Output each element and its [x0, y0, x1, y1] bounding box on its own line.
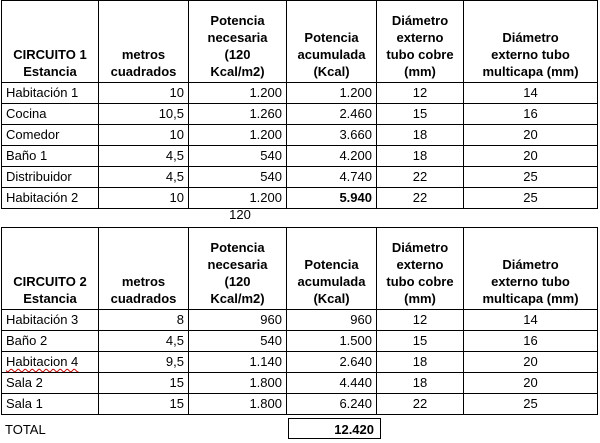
required-power-cell: 540: [189, 167, 287, 188]
multilayer-diameter-cell: 20: [464, 373, 598, 394]
accumulated-power-cell: 1.500: [287, 331, 377, 352]
circuit-1-body: [2, 83, 598, 209]
multilayer-diameter-cell: 25: [464, 394, 598, 415]
accumulated-power-cell: 4.200: [287, 146, 377, 167]
table-row: [2, 125, 598, 146]
table-row: [2, 104, 598, 125]
required-power-cell: 1.140: [189, 352, 287, 373]
circuit-1-header-row: [2, 1, 598, 83]
room-cell: [2, 352, 99, 373]
header-accumulated-power: Potencia acumulada (Kcal): [287, 228, 377, 310]
required-power-cell: 540: [189, 331, 287, 352]
circuit-2-table: [1, 227, 598, 415]
copper-diameter-cell: 18: [377, 373, 464, 394]
copper-diameter-cell: 12: [377, 310, 464, 331]
accumulated-power-cell: 6.240: [287, 394, 377, 415]
copper-diameter-cell: 18: [377, 146, 464, 167]
room-name-spellcheck: Habitacion 4: [6, 354, 79, 369]
room-cell: Baño 1: [2, 146, 99, 167]
multilayer-diameter-cell: 16: [464, 104, 598, 125]
header-required-power: Potencia necesaria (120 Kcal/m2): [189, 1, 287, 83]
header-circuit-1-room: CIRCUITO 1 Estancia: [2, 1, 99, 83]
accumulated-power-cell: 3.660: [287, 125, 377, 146]
square-meters-cell: 4,5: [99, 167, 189, 188]
header-required-power: Potencia necesaria (120 Kcal/m2): [189, 228, 287, 310]
multilayer-diameter-cell: 14: [464, 83, 598, 104]
copper-diameter-cell: 22: [377, 394, 464, 415]
copper-diameter-cell: 15: [377, 331, 464, 352]
required-power-cell: 1.200: [189, 188, 287, 209]
accumulated-power-cell: 2.640: [287, 352, 377, 373]
table-row: [2, 373, 598, 394]
accumulated-power-cell: 2.460: [287, 104, 377, 125]
room-cell: Baño 2: [2, 331, 99, 352]
circuit-2-body: [2, 310, 598, 415]
square-meters-cell: 15: [99, 394, 189, 415]
required-power-cell: 540: [189, 146, 287, 167]
required-power-cell: 1.800: [189, 394, 287, 415]
accumulated-power-cell: 4.740: [287, 167, 377, 188]
multilayer-diameter-cell: 14: [464, 310, 598, 331]
total-label: TOTAL: [5, 422, 46, 437]
square-meters-cell: 10: [99, 188, 189, 209]
copper-diameter-cell: 18: [377, 125, 464, 146]
square-meters-cell: 9,5: [99, 352, 189, 373]
square-meters-cell: 15: [99, 373, 189, 394]
room-cell: Habitación 2: [2, 188, 99, 209]
required-power-cell: 1.260: [189, 104, 287, 125]
copper-diameter-cell: 18: [377, 352, 464, 373]
required-power-cell: 960: [189, 310, 287, 331]
header-copper-diameter: Diámetro externo tubo cobre (mm): [377, 1, 464, 83]
total-value: 12.420: [288, 418, 381, 439]
header-square-meters: metros cuadrados: [99, 228, 189, 310]
table-row: [2, 83, 598, 104]
accumulated-power-cell: 1.200: [287, 83, 377, 104]
accumulated-power-cell: 5.940: [287, 188, 377, 209]
table-row: [2, 331, 598, 352]
table-row: [2, 146, 598, 167]
square-meters-cell: 10: [99, 125, 189, 146]
copper-diameter-cell: 15: [377, 104, 464, 125]
multilayer-diameter-cell: 16: [464, 331, 598, 352]
room-cell: Habitación 1: [2, 83, 99, 104]
required-power-cell: 1.800: [189, 373, 287, 394]
copper-diameter-cell: 12: [377, 83, 464, 104]
header-accumulated-power: Potencia acumulada (Kcal): [287, 1, 377, 83]
accumulated-power-cell: 960: [287, 310, 377, 331]
room-cell: Sala 2: [2, 373, 99, 394]
square-meters-cell: 10,5: [99, 104, 189, 125]
multilayer-diameter-cell: 25: [464, 188, 598, 209]
circuit-1-table: [1, 0, 598, 209]
multilayer-diameter-cell: 20: [464, 352, 598, 373]
square-meters-cell: 10: [99, 83, 189, 104]
accumulated-power-cell: 4.440: [287, 373, 377, 394]
square-meters-cell: 8: [99, 310, 189, 331]
room-cell: Comedor: [2, 125, 99, 146]
table-row: [2, 394, 598, 415]
square-meters-cell: 4,5: [99, 146, 189, 167]
table-row: [2, 352, 598, 373]
multilayer-diameter-cell: 20: [464, 146, 598, 167]
multilayer-diameter-cell: 25: [464, 167, 598, 188]
header-copper-diameter: Diámetro externo tubo cobre (mm): [377, 228, 464, 310]
required-power-cell: 1.200: [189, 83, 287, 104]
table-row: [2, 167, 598, 188]
room-cell: Sala 1: [2, 394, 99, 415]
square-meters-cell: 4,5: [99, 331, 189, 352]
header-square-meters: metros cuadrados: [99, 1, 189, 83]
header-multilayer-diameter: Diámetro externo tubo multicapa (mm): [464, 1, 598, 83]
table-row: [2, 310, 598, 331]
table-row: [2, 188, 598, 209]
circuit-2-header-row: [2, 228, 598, 310]
between-tables-value: 120: [229, 207, 251, 222]
copper-diameter-cell: 22: [377, 167, 464, 188]
room-cell: Habitación 3: [2, 310, 99, 331]
multilayer-diameter-cell: 20: [464, 125, 598, 146]
room-cell: Distribuidor: [2, 167, 99, 188]
header-multilayer-diameter: Diámetro externo tubo multicapa (mm): [464, 228, 598, 310]
room-cell: Cocina: [2, 104, 99, 125]
required-power-cell: 1.200: [189, 125, 287, 146]
copper-diameter-cell: 22: [377, 188, 464, 209]
header-circuit-2-room: CIRCUITO 2 Estancia: [2, 228, 99, 310]
